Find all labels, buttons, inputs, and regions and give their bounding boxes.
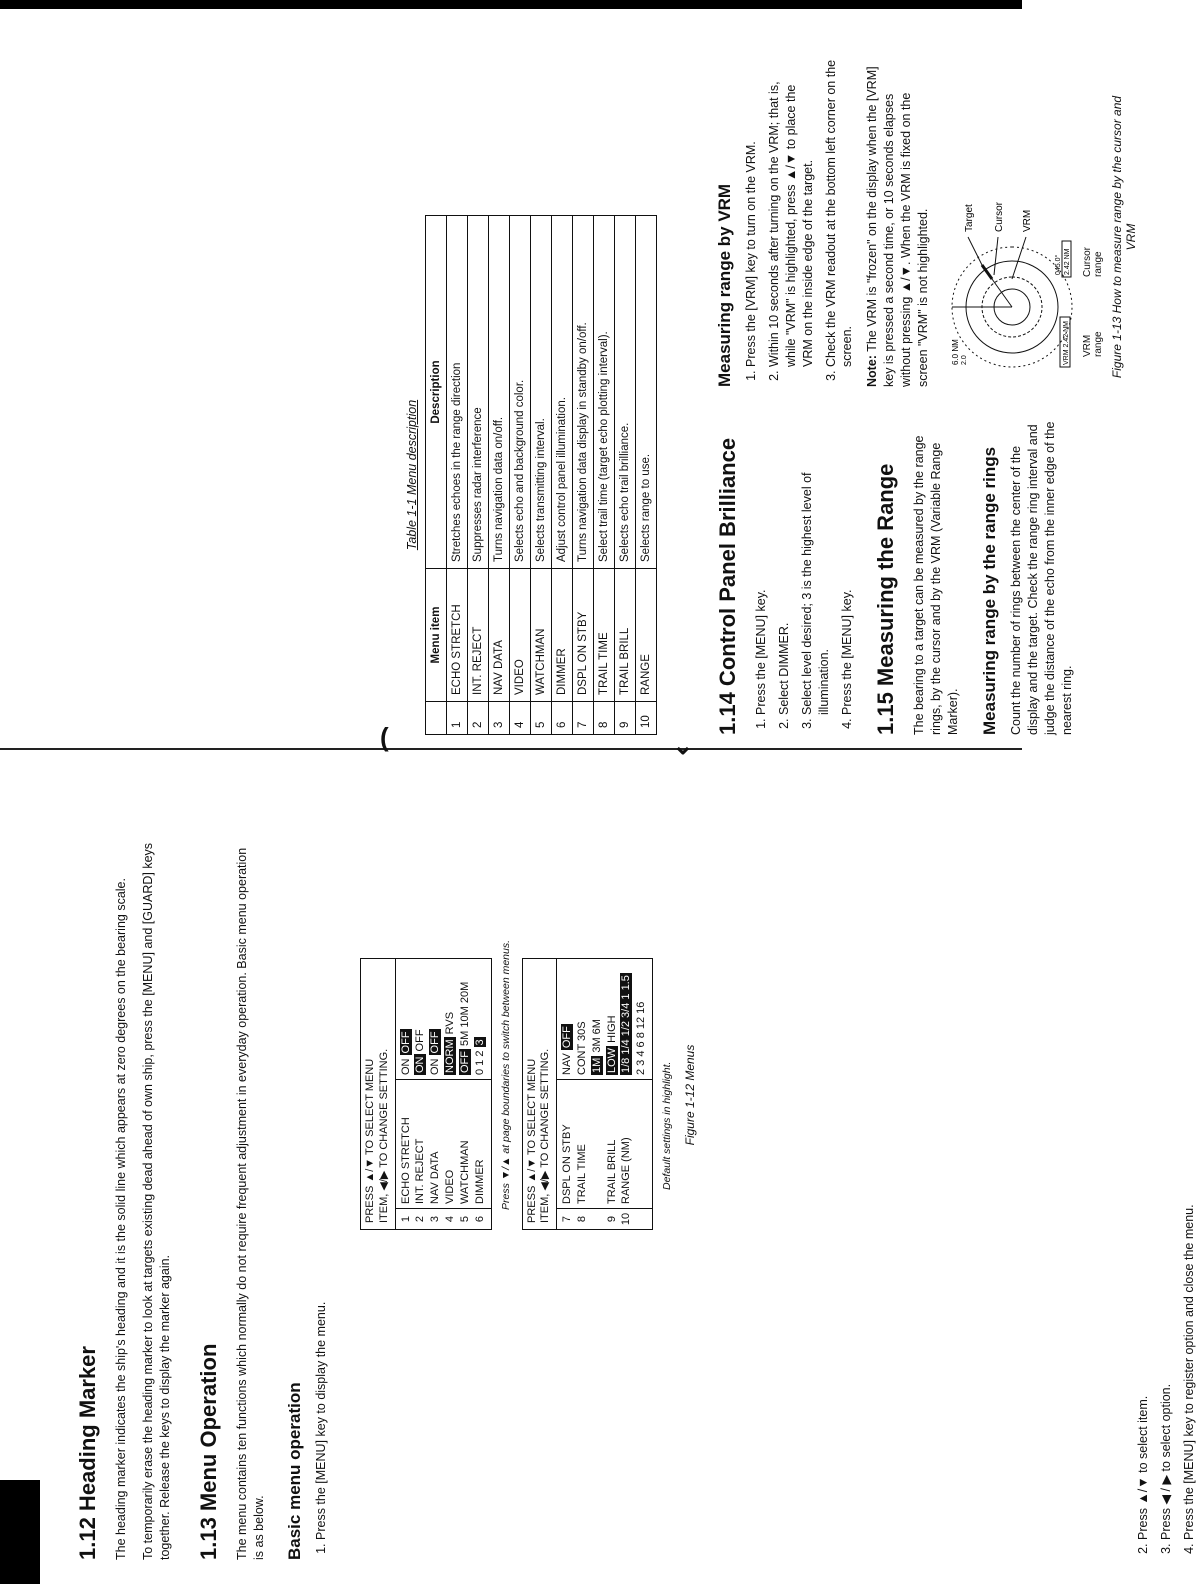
label-cursor-range: Cursor range	[1081, 246, 1104, 277]
menu-item-cell: WATCHMAN	[531, 569, 552, 702]
radar-diagram	[942, 87, 1082, 387]
menu-step-2: 2. Press ▲/▼ to select item.	[1135, 860, 1152, 1540]
table-header-row: Menu item Description	[426, 216, 447, 735]
scan-edge-bottom-left	[0, 1480, 40, 1584]
vrm-note: Note: The VRM is "frozen" on the display when the [VRM] key is pressed a second time, or 10 seconds elapses without pressing ▲/▼. When the VRM is fixed on the screen "VRM" is not highlighted.	[865, 66, 930, 387]
range-label: 6.0 NM	[950, 339, 960, 365]
para-range-rings: Count the number of rings between the center of the display and the target. Check the range ring interval and judge the distance of the echo from the inner edge of the nearest ring.	[1009, 421, 1074, 735]
fold-mark-left: (	[380, 722, 389, 752]
menu-1-numbers: 1 2 3 4 5 6	[396, 1208, 491, 1229]
menu-description-table-block	[405, 15, 657, 735]
menu-2-numbers: 7 8 9 10	[557, 1208, 652, 1229]
vrm-readout: VRM 2.42 NM	[1062, 321, 1070, 365]
menu-item-cell: TRAIL TIME	[594, 569, 615, 702]
description-cell: Selects transmitting interval.	[531, 216, 552, 569]
table-row	[615, 216, 636, 735]
row-number: 1	[447, 702, 468, 735]
description-cell: Selects echo and background color.	[510, 216, 531, 569]
row-number: 8	[594, 702, 615, 735]
heading-basic-menu: Basic menu operation	[285, 1382, 305, 1560]
right-col-right	[715, 57, 1138, 387]
menu-step-1: 1. Press the [MENU] key to display the menu.	[313, 840, 330, 1540]
fold-mark-right: ⌄	[672, 730, 694, 760]
right-page	[405, 15, 1138, 735]
description-cell: Selects range to use.	[636, 216, 657, 569]
menu-description-table	[425, 215, 657, 735]
para-1-12-a: The heading marker indicates the ship's heading and it is the solid line which appears at zero degrees on the bearing scale.	[114, 878, 128, 1560]
right-col-left	[715, 405, 1138, 735]
description-cell: Turns navigation data on/off.	[489, 216, 510, 569]
row-number: 9	[615, 702, 636, 735]
menu-2-options: NAV OFF CONT 30S 1M 3M 6M LOW HIGH 1/8 1/4 1/2 3/4 1 1.5 2 3 4 6 8 12 16	[561, 975, 648, 1075]
label-cursor: Cursor	[993, 201, 1005, 232]
left-text-column	[75, 840, 336, 1560]
table-row	[573, 216, 594, 735]
bearing-readout: 045.0°	[1054, 254, 1062, 275]
ring-interval-label: 2.0	[960, 355, 968, 365]
row-number: 10	[636, 702, 657, 735]
heading-1-13: 1.13 Menu Operation	[195, 1343, 221, 1560]
row-number: 7	[573, 702, 594, 735]
menu-item-cell: VIDEO	[510, 569, 531, 702]
row-number: 4	[510, 702, 531, 735]
heading-1-12: 1.12 Heading Marker	[75, 1346, 100, 1560]
description-cell: Selects echo trail brilliance.	[615, 216, 636, 569]
figure-1-13	[942, 57, 1138, 387]
para-1-15: The bearing to a target can be measured by the range rings, by the cursor and by the VRM (Variable Range Marker).	[912, 435, 961, 735]
leader-vrm	[1012, 237, 1026, 279]
heading-range-rings: Measuring range by the range rings	[980, 446, 999, 735]
menu-screen-1-header: PRESS ▲/▼ TO SELECT MENU ITEM, ◀/▶ TO CHANGE SETTING.	[361, 959, 396, 1229]
menu-screen-2-header: PRESS ▲/▼ TO SELECT MENU ITEM, ◀/▶ TO CHANGE SETTING.	[523, 959, 558, 1229]
readout-labels	[1082, 57, 1104, 357]
right-columns	[715, 15, 1138, 735]
table-row	[510, 216, 531, 735]
menu-step-3: 3. Press ◀ / ▶ to select option.	[1158, 860, 1175, 1540]
row-number: 3	[489, 702, 510, 735]
menu-switch-note: Press ▼/▲ at page boundaries to switch between menus.	[499, 939, 512, 1210]
menu-item-cell: DSPL ON STBY	[573, 569, 594, 702]
para-1-13: The menu contains ten functions which normally do not require frequent adjustment in everyday operation. Basic menu operation is as below.	[234, 847, 266, 1560]
figure-1-13-caption: Figure 1-13 How to measure range by the cursor and VRM	[1109, 95, 1138, 379]
table-row	[552, 216, 573, 735]
default-settings-note: Default settings in highlight.	[661, 1061, 674, 1190]
menu-item-cell: RANGE	[636, 569, 657, 702]
heading-1-14: 1.14 Control Panel Brilliance	[715, 437, 740, 735]
description-cell: Adjust control panel illumination.	[552, 216, 573, 569]
scan-edge-top	[0, 0, 1022, 9]
table-row	[594, 216, 615, 735]
row-number: 6	[552, 702, 573, 735]
menu-item-cell: TRAIL BRILL	[615, 569, 636, 702]
label-vrm-range: VRM range	[1081, 331, 1104, 357]
menu-1-options: ON OFF ON OFF ON OFF NORM RVS OFF 5M 10M 20M 0 1 2 3	[399, 981, 486, 1075]
para-1-12-b: To temporarily erase the heading marker to look at targets existing dead ahead of own ship, press the [MENU] and [GUARD] keys together. Release the keys to display the marker again.	[140, 842, 172, 1560]
menu-steps-first	[313, 840, 330, 1560]
brilliance-steps: 1. Press the [MENU] key. 2. Select DIMMER. 3. Select level desired; 3 is the highest level of illumination. 4. Press the [MENU] key.	[753, 405, 855, 735]
leader-cursor	[994, 237, 998, 275]
row-number: 5	[531, 702, 552, 735]
menu-item-cell: NAV DATA	[489, 569, 510, 702]
menu-item-cell: ECHO STRETCH	[447, 569, 468, 702]
vrm-steps: 1. Press the [VRM] key to turn on the VRM. 2. Within 10 seconds after turning on the VRM; that is, while "VRM" is highlighted, press ▲/▼ to place the VRM on the inside edge of the target. 3. Check the VRM readout at the bottom left corner on the screen.	[743, 57, 856, 387]
label-target: Target	[963, 204, 975, 232]
menu-item-cell: INT. REJECT	[468, 569, 489, 702]
label-vrm: VRM	[1021, 209, 1033, 232]
menu-2-items: DSPL ON STBY TRAIL TIME TRAIL BRILL RANGE (NM)	[557, 1079, 652, 1208]
description-cell: Stretches echoes in the range direction	[447, 216, 468, 569]
description-cell: Select trail time (target echo plotting interval).	[594, 216, 615, 569]
table-row	[636, 216, 657, 735]
menu-1-items: ECHO STRETCH INT. REJECT NAV DATA VIDEO WATCHMAN DIMMER	[396, 1079, 491, 1208]
table-row	[489, 216, 510, 735]
menu-screen-1	[360, 958, 492, 1230]
table-1-1-caption: Table 1-1 Menu description	[405, 399, 419, 551]
heading-vrm: Measuring range by VRM	[715, 183, 734, 387]
table-row	[531, 216, 552, 735]
menu-item-cell: DIMMER	[552, 569, 573, 702]
table-row	[447, 216, 468, 735]
row-number: 2	[468, 702, 489, 735]
table-row	[468, 216, 489, 735]
figure-1-12-caption: Figure 1-12 Menus	[683, 1044, 698, 1146]
menu-steps-rest	[1135, 860, 1204, 1560]
menu-screen-2	[522, 958, 654, 1230]
heading-1-15: 1.15 Measuring the Range	[873, 463, 899, 735]
menu-step-4: 4. Press the [MENU] key to register option and close the menu.	[1181, 860, 1198, 1540]
cursor-readout: 2.42 NM	[1063, 248, 1071, 275]
description-cell: Turns navigation data display in standby on/off.	[573, 216, 594, 569]
menu-figures	[360, 710, 697, 1230]
description-cell: Suppresses radar interference	[468, 216, 489, 569]
